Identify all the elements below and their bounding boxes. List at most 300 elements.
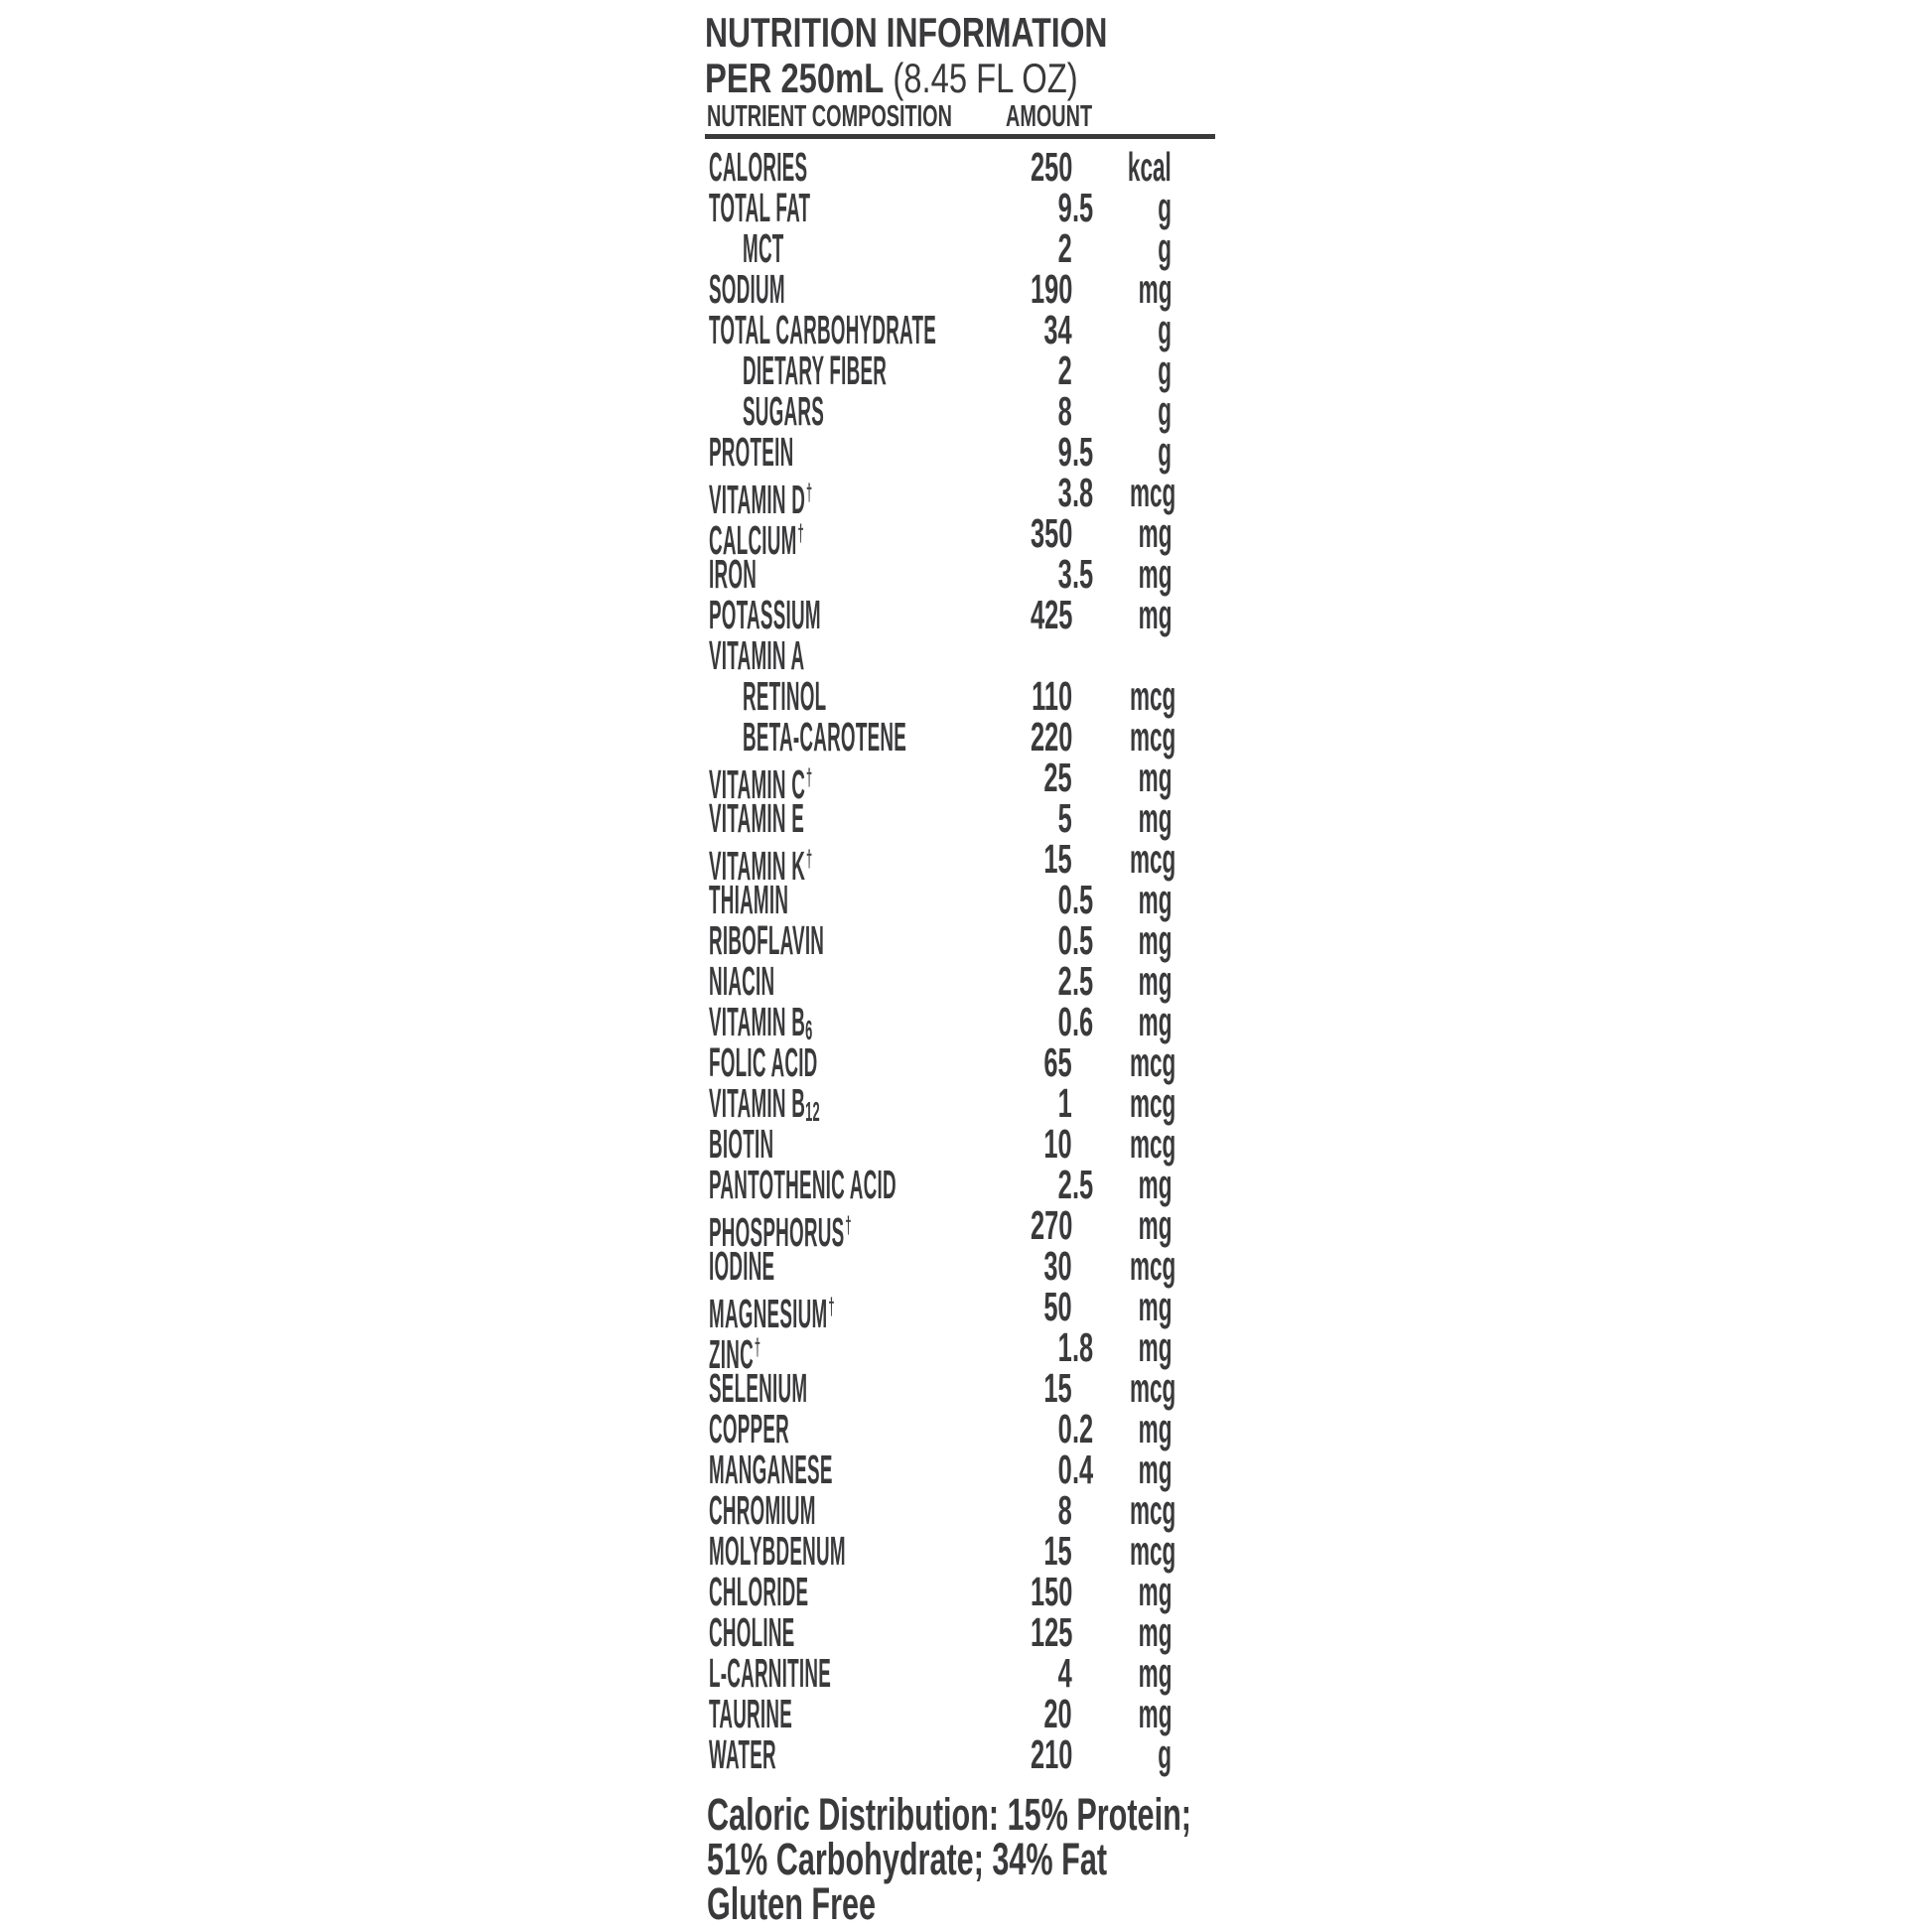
amount-fraction-text: .5 <box>1072 429 1094 475</box>
table-row <box>705 1406 1172 1451</box>
amount-fraction <box>1072 1449 1094 1490</box>
amount-unit-text: mg <box>1138 1406 1172 1451</box>
amount-integer-text: 110 <box>1031 673 1072 719</box>
table-row <box>705 307 1172 352</box>
caloric-distribution-line2: 51% Carbohydrate; 34% Fat <box>707 1834 1108 1884</box>
amount-unit-text: mg <box>1138 1162 1172 1207</box>
amount-fraction <box>1072 676 1094 717</box>
table-row <box>705 836 1176 889</box>
table-row <box>705 714 1176 759</box>
nutrient-label-text: RETINOL <box>743 673 827 719</box>
amount-fraction-text: .5 <box>1072 185 1094 230</box>
nutrient-label-text: POTASSIUM <box>709 592 821 637</box>
table-row <box>705 1365 1176 1411</box>
table-row <box>705 429 1172 475</box>
amount-unit-text: mg <box>1138 877 1172 922</box>
nutrient-label-text: MOLYBDENUM <box>709 1528 846 1574</box>
amount-integer-text: 10 <box>1043 1121 1072 1167</box>
dagger-footnote-mark: † <box>828 1294 835 1320</box>
amount-fraction-text: .2 <box>1072 1406 1094 1451</box>
amount-fraction-text: .5 <box>1072 917 1094 963</box>
amount-integer-text: 8 <box>1057 1487 1072 1533</box>
amount-unit-text: kcal <box>1128 144 1172 190</box>
table-row <box>705 1487 1176 1533</box>
amount-unit-text: g <box>1158 347 1172 393</box>
amount-integer-text: 1 <box>1057 1080 1072 1126</box>
amount-unit-text: g <box>1158 429 1172 475</box>
amount-integer <box>705 795 1072 841</box>
amount-unit <box>1092 877 1172 922</box>
nutrient-label-text: VITAMIN K† <box>709 843 813 889</box>
amount-integer-text: 3 <box>1057 551 1072 597</box>
amount-unit-text: mcg <box>1129 714 1176 759</box>
nutrient-label-text: IODINE <box>709 1243 775 1289</box>
amount-unit <box>1092 1324 1172 1370</box>
amount-integer <box>705 632 1072 678</box>
table-column-headers <box>705 100 1215 134</box>
amount-fraction <box>1072 635 1094 676</box>
amount-fraction <box>1072 1324 1094 1370</box>
table-row <box>705 1284 1172 1336</box>
amount-fraction-text: .6 <box>1072 999 1094 1044</box>
amount-integer-text: 9 <box>1057 185 1072 230</box>
table-row <box>705 266 1172 312</box>
amount-integer-text: 2 <box>1057 1162 1072 1207</box>
nutrient-label-text: VITAMIN A <box>709 632 805 678</box>
amount-integer <box>705 1487 1072 1533</box>
amount-unit-text: mcg <box>1129 1243 1176 1289</box>
amount-integer-text: 125 <box>1030 1609 1072 1655</box>
amount-integer <box>705 1569 1072 1614</box>
amount-integer <box>705 388 1072 434</box>
amount-unit-text: mg <box>1138 266 1172 312</box>
amount-fraction <box>1072 758 1094 798</box>
amount-fraction <box>1072 1205 1094 1246</box>
amount-integer-text: 30 <box>1043 1243 1072 1289</box>
dagger-footnote-mark: † <box>805 846 813 873</box>
header-divider-rule <box>705 134 1215 139</box>
table-row <box>705 755 1172 807</box>
amount-unit-text: mcg <box>1129 1365 1176 1411</box>
nutrient-label-text: VITAMIN C† <box>709 761 813 807</box>
amount-unit <box>1092 429 1172 475</box>
serving-size-volume: (8.45 FL OZ) <box>884 55 1078 101</box>
amount-unit-text: mg <box>1138 1650 1172 1696</box>
column-header-amount: AMOUNT <box>1006 98 1093 133</box>
amount-unit <box>1092 1569 1172 1614</box>
amount-integer-text: 0 <box>1057 999 1072 1044</box>
amount-unit-text: mg <box>1138 917 1172 963</box>
amount-integer-text: 15 <box>1043 1528 1072 1574</box>
amount-fraction <box>1072 1653 1094 1694</box>
table-row <box>705 347 1172 393</box>
nutrient-label-text: MCT <box>743 225 784 271</box>
amount-unit-text: g <box>1158 307 1172 352</box>
amount-fraction-text: .5 <box>1072 551 1094 597</box>
amount-integer-text: 2 <box>1057 347 1072 393</box>
amount-fraction-text: .5 <box>1072 877 1094 922</box>
amount-integer <box>705 429 1072 475</box>
nutrient-label-text: RIBOFLAVIN <box>709 917 825 963</box>
amount-unit <box>1092 1449 1172 1490</box>
label-subscript: 6 <box>805 1015 813 1045</box>
nutrient-label-text: VITAMIN E <box>709 795 805 841</box>
nutrient-label-text: THIAMIN <box>709 877 789 922</box>
amount-unit <box>1092 266 1172 312</box>
table-row <box>705 1324 1172 1377</box>
amount-integer <box>705 470 1072 515</box>
amount-integer-text: 270 <box>1030 1202 1072 1248</box>
table-row <box>705 1162 1172 1207</box>
amount-fraction <box>1072 877 1094 922</box>
amount-integer <box>705 1162 1072 1207</box>
table-row <box>705 1449 1172 1490</box>
amount-integer-text: 150 <box>1030 1569 1072 1614</box>
amount-fraction <box>1072 1083 1094 1124</box>
amount-unit <box>1092 958 1172 1004</box>
amount-integer-text: 8 <box>1057 388 1072 434</box>
nutrient-table <box>705 144 1176 1777</box>
amount-unit <box>1092 185 1172 230</box>
amount-integer <box>705 1609 1072 1655</box>
amount-integer <box>705 1324 1072 1370</box>
amount-unit-text: mg <box>1138 1284 1172 1329</box>
amount-fraction-text: .8 <box>1072 1324 1094 1370</box>
amount-fraction <box>1072 798 1094 839</box>
amount-integer-text: 0 <box>1057 877 1072 922</box>
amount-unit <box>1092 635 1172 676</box>
dagger-footnote-mark: † <box>845 1212 852 1239</box>
table-row <box>705 917 1172 963</box>
amount-unit-text: mcg <box>1129 1121 1176 1167</box>
amount-unit <box>1092 1202 1172 1248</box>
amount-integer-text: 2 <box>1057 958 1072 1004</box>
amount-unit <box>1092 1731 1172 1777</box>
table-row <box>705 470 1176 522</box>
amount-integer-text: 1 <box>1057 1324 1072 1370</box>
table-row <box>705 592 1172 637</box>
nutrient-label-text: ZINC† <box>709 1331 761 1377</box>
amount-integer <box>705 755 1072 800</box>
nutrient-label-text: SUGARS <box>743 388 825 434</box>
amount-integer-text: 0 <box>1057 1406 1072 1451</box>
amount-integer <box>705 510 1072 556</box>
amount-unit-text: mg <box>1138 592 1172 637</box>
serving-size-line <box>705 56 1183 101</box>
amount-integer <box>705 347 1072 393</box>
amount-unit <box>1092 917 1172 963</box>
nutrient-label-text: TOTAL FAT <box>709 185 811 230</box>
table-row <box>705 388 1172 434</box>
table-row <box>705 1202 1172 1255</box>
amount-integer-text: 65 <box>1043 1039 1072 1085</box>
amount-unit-text: g <box>1158 1731 1172 1777</box>
amount-unit-text: mg <box>1138 1609 1172 1655</box>
nutrient-label-text: SELENIUM <box>709 1365 808 1411</box>
amount-unit-text: g <box>1158 388 1172 434</box>
amount-integer-text: 4 <box>1057 1650 1072 1696</box>
amount-unit <box>1092 1284 1172 1329</box>
amount-integer <box>705 1243 1072 1289</box>
amount-integer <box>705 877 1072 922</box>
amount-fraction <box>1072 185 1094 230</box>
amount-fraction <box>1072 470 1094 515</box>
amount-unit-text: mg <box>1138 510 1172 556</box>
amount-unit-text: mg <box>1138 999 1172 1044</box>
amount-unit <box>1092 836 1176 882</box>
amount-integer <box>705 144 1072 190</box>
nutrient-label-text: CALORIES <box>709 144 808 190</box>
table-row <box>705 1121 1176 1167</box>
nutrient-label-text: VITAMIN B12 <box>709 1080 820 1127</box>
amount-fraction-text: .4 <box>1072 1447 1094 1492</box>
amount-fraction <box>1072 917 1094 963</box>
amount-unit-text: mg <box>1138 958 1172 1004</box>
amount-fraction <box>1072 958 1094 1004</box>
amount-integer-text: 25 <box>1043 755 1072 800</box>
amount-unit <box>1092 1609 1172 1655</box>
amount-unit-text: mg <box>1138 1324 1172 1370</box>
amount-unit-text: mcg <box>1129 1080 1176 1126</box>
nutrient-label-text: VITAMIN B6 <box>709 999 813 1045</box>
amount-integer-text: 3 <box>1057 470 1072 515</box>
amount-unit-text: mg <box>1138 551 1172 597</box>
nutrient-label-text: BETA-CAROTENE <box>743 714 907 759</box>
amount-unit-text: mcg <box>1129 1528 1176 1574</box>
amount-fraction <box>1072 513 1094 554</box>
amount-unit <box>1092 1162 1172 1207</box>
page-title-text: NUTRITION INFORMATION <box>705 9 1108 56</box>
amount-integer-text: 9 <box>1057 429 1072 475</box>
nutrient-label-text: TOTAL CARBOHYDRATE <box>709 307 937 352</box>
amount-unit <box>1092 673 1176 719</box>
table-row <box>705 1243 1176 1289</box>
page-title <box>705 10 1235 56</box>
amount-integer <box>705 1202 1072 1248</box>
amount-fraction <box>1072 1162 1094 1207</box>
gluten-free-claim: Gluten Free <box>707 1878 877 1929</box>
serving-size-bold: PER 250mL <box>705 55 885 101</box>
amount-unit <box>1092 347 1172 393</box>
amount-integer-text: 210 <box>1030 1731 1072 1777</box>
amount-integer-text: 5 <box>1057 795 1072 841</box>
amount-integer <box>705 185 1072 230</box>
amount-integer <box>705 1731 1072 1777</box>
amount-fraction <box>1072 350 1094 391</box>
amount-integer <box>705 1650 1072 1696</box>
amount-fraction <box>1072 269 1094 310</box>
amount-unit <box>1092 1691 1172 1736</box>
amount-unit <box>1092 510 1172 556</box>
amount-integer <box>705 1365 1072 1411</box>
table-row <box>705 877 1172 922</box>
amount-fraction-text: .5 <box>1072 958 1094 1004</box>
nutrient-label-text: BIOTIN <box>709 1121 774 1167</box>
table-row <box>705 1609 1172 1655</box>
table-row <box>705 1528 1176 1574</box>
amount-integer <box>705 1449 1072 1490</box>
caloric-distribution <box>707 1789 1420 1884</box>
amount-integer-text: 0 <box>1057 917 1072 963</box>
amount-fraction <box>1072 1694 1094 1734</box>
amount-unit <box>1092 1365 1176 1411</box>
amount-unit <box>1092 1528 1176 1574</box>
nutrient-label-text: CHLORIDE <box>709 1569 809 1614</box>
amount-integer <box>705 1039 1072 1085</box>
nutrient-label-text: PHOSPHORUS† <box>709 1209 852 1255</box>
amount-unit <box>1092 795 1172 841</box>
amount-unit <box>1092 388 1172 434</box>
amount-fraction <box>1072 839 1094 880</box>
dagger-footnote-mark: † <box>797 520 804 547</box>
table-row <box>705 999 1172 1045</box>
amount-unit <box>1092 1080 1176 1126</box>
amount-unit <box>1092 225 1172 271</box>
table-row <box>705 225 1172 271</box>
amount-integer <box>705 266 1072 312</box>
table-row <box>705 795 1172 841</box>
amount-integer <box>705 836 1072 882</box>
amount-integer-text: 190 <box>1030 266 1072 312</box>
amount-unit-text: g <box>1158 185 1172 230</box>
nutrient-label-text: L-CARNITINE <box>709 1650 832 1696</box>
nutrient-label-text: IRON <box>709 551 758 597</box>
amount-unit <box>1092 1650 1172 1696</box>
amount-unit-text: mg <box>1138 1691 1172 1736</box>
amount-integer-text: 15 <box>1043 1365 1072 1411</box>
amount-integer <box>705 1528 1072 1574</box>
amount-fraction <box>1072 551 1094 597</box>
amount-integer-text: 0 <box>1057 1447 1072 1492</box>
amount-fraction <box>1072 595 1094 635</box>
amount-unit-text: mg <box>1138 755 1172 800</box>
amount-fraction <box>1072 1246 1094 1287</box>
nutrient-label-text: MANGANESE <box>709 1447 833 1492</box>
amount-integer <box>705 917 1072 963</box>
nutrient-label-text: SODIUM <box>709 266 785 312</box>
amount-integer <box>705 551 1072 597</box>
table-row <box>705 1039 1176 1085</box>
amount-integer-text: 20 <box>1043 1691 1072 1736</box>
nutrient-label-text: PANTOTHENIC ACID <box>709 1162 897 1207</box>
caloric-distribution-line1: Caloric Distribution: 15% Protein; <box>707 1789 1191 1840</box>
amount-unit-text: mg <box>1138 1202 1172 1248</box>
amount-unit-text: mcg <box>1129 1039 1176 1085</box>
dagger-footnote-mark: † <box>805 480 813 506</box>
amount-unit-text: mcg <box>1129 836 1176 882</box>
amount-fraction <box>1072 1572 1094 1612</box>
amount-unit <box>1092 714 1176 759</box>
amount-unit <box>1092 551 1172 597</box>
amount-unit-text: g <box>1158 225 1172 271</box>
nutrient-label-text: PROTEIN <box>709 429 794 475</box>
table-row <box>705 1650 1172 1696</box>
amount-unit <box>1092 1487 1176 1533</box>
amount-unit-text: mcg <box>1129 470 1176 515</box>
amount-integer <box>705 1121 1072 1167</box>
amount-unit-text: mg <box>1138 1569 1172 1614</box>
amount-integer <box>705 958 1072 1004</box>
amount-unit <box>1092 1121 1176 1167</box>
amount-unit <box>1092 144 1172 190</box>
amount-integer <box>705 714 1072 759</box>
table-row <box>705 1731 1172 1777</box>
amount-unit <box>1092 999 1172 1044</box>
amount-integer <box>705 1284 1072 1329</box>
amount-integer-text: 250 <box>1030 144 1072 190</box>
amount-fraction <box>1072 228 1094 269</box>
nutrient-label-text: FOLIC ACID <box>709 1039 818 1085</box>
amount-unit <box>1092 470 1176 515</box>
amount-integer-text: 34 <box>1043 307 1072 352</box>
table-row <box>705 1080 1176 1127</box>
table-row <box>705 1569 1172 1614</box>
amount-fraction-text: .8 <box>1072 470 1094 515</box>
amount-fraction <box>1072 1368 1094 1409</box>
table-row <box>705 632 1172 678</box>
nutrient-label-text: CHROMIUM <box>709 1487 816 1533</box>
amount-integer <box>705 1406 1072 1451</box>
amount-fraction <box>1072 1734 1094 1775</box>
nutrient-label-text: TAURINE <box>709 1691 793 1736</box>
amount-fraction <box>1072 717 1094 758</box>
amount-unit <box>1092 1039 1176 1085</box>
amount-integer <box>705 1691 1072 1736</box>
column-header-nutrient: NUTRIENT COMPOSITION <box>707 98 952 133</box>
amount-fraction <box>1072 1406 1094 1451</box>
nutrient-label-text: WATER <box>709 1731 776 1777</box>
label-subscript: 12 <box>805 1096 820 1127</box>
amount-integer-text: 425 <box>1030 592 1072 637</box>
amount-integer <box>705 225 1072 271</box>
nutrient-label-text: VITAMIN D† <box>709 477 813 522</box>
nutrient-label-text: COPPER <box>709 1406 790 1451</box>
amount-integer-text: 2 <box>1057 225 1072 271</box>
amount-fraction <box>1072 147 1094 188</box>
table-row <box>705 673 1176 719</box>
amount-unit-text: mcg <box>1129 1487 1176 1533</box>
table-row <box>705 1691 1172 1736</box>
amount-unit <box>1092 307 1172 352</box>
amount-unit <box>1092 1406 1172 1451</box>
amount-integer-text: 350 <box>1030 510 1072 556</box>
nutrient-label-text: CALCIUM† <box>709 517 804 563</box>
table-row <box>705 185 1172 230</box>
amount-fraction <box>1072 1612 1094 1653</box>
amount-fraction-text: .5 <box>1072 1162 1094 1207</box>
amount-fraction <box>1072 1042 1094 1083</box>
amount-integer-text: 15 <box>1043 836 1072 882</box>
amount-fraction <box>1072 1490 1094 1531</box>
amount-unit-text: mg <box>1138 1447 1172 1492</box>
amount-fraction <box>1072 429 1094 475</box>
nutrient-label-text: CHOLINE <box>709 1609 795 1655</box>
amount-fraction <box>1072 310 1094 350</box>
amount-fraction <box>1072 391 1094 432</box>
amount-unit <box>1092 592 1172 637</box>
amount-integer <box>705 1080 1072 1126</box>
table-row <box>705 144 1172 190</box>
dagger-footnote-mark: † <box>805 764 813 791</box>
nutrient-label-text: DIETARY FIBER <box>743 347 888 393</box>
table-row <box>705 551 1172 597</box>
table-row <box>705 958 1172 1004</box>
amount-integer <box>705 592 1072 637</box>
amount-unit <box>1092 755 1172 800</box>
amount-integer <box>705 673 1072 719</box>
nutrient-label-text: NIACIN <box>709 958 775 1004</box>
nutrient-label-text: MAGNESIUM† <box>709 1291 835 1336</box>
